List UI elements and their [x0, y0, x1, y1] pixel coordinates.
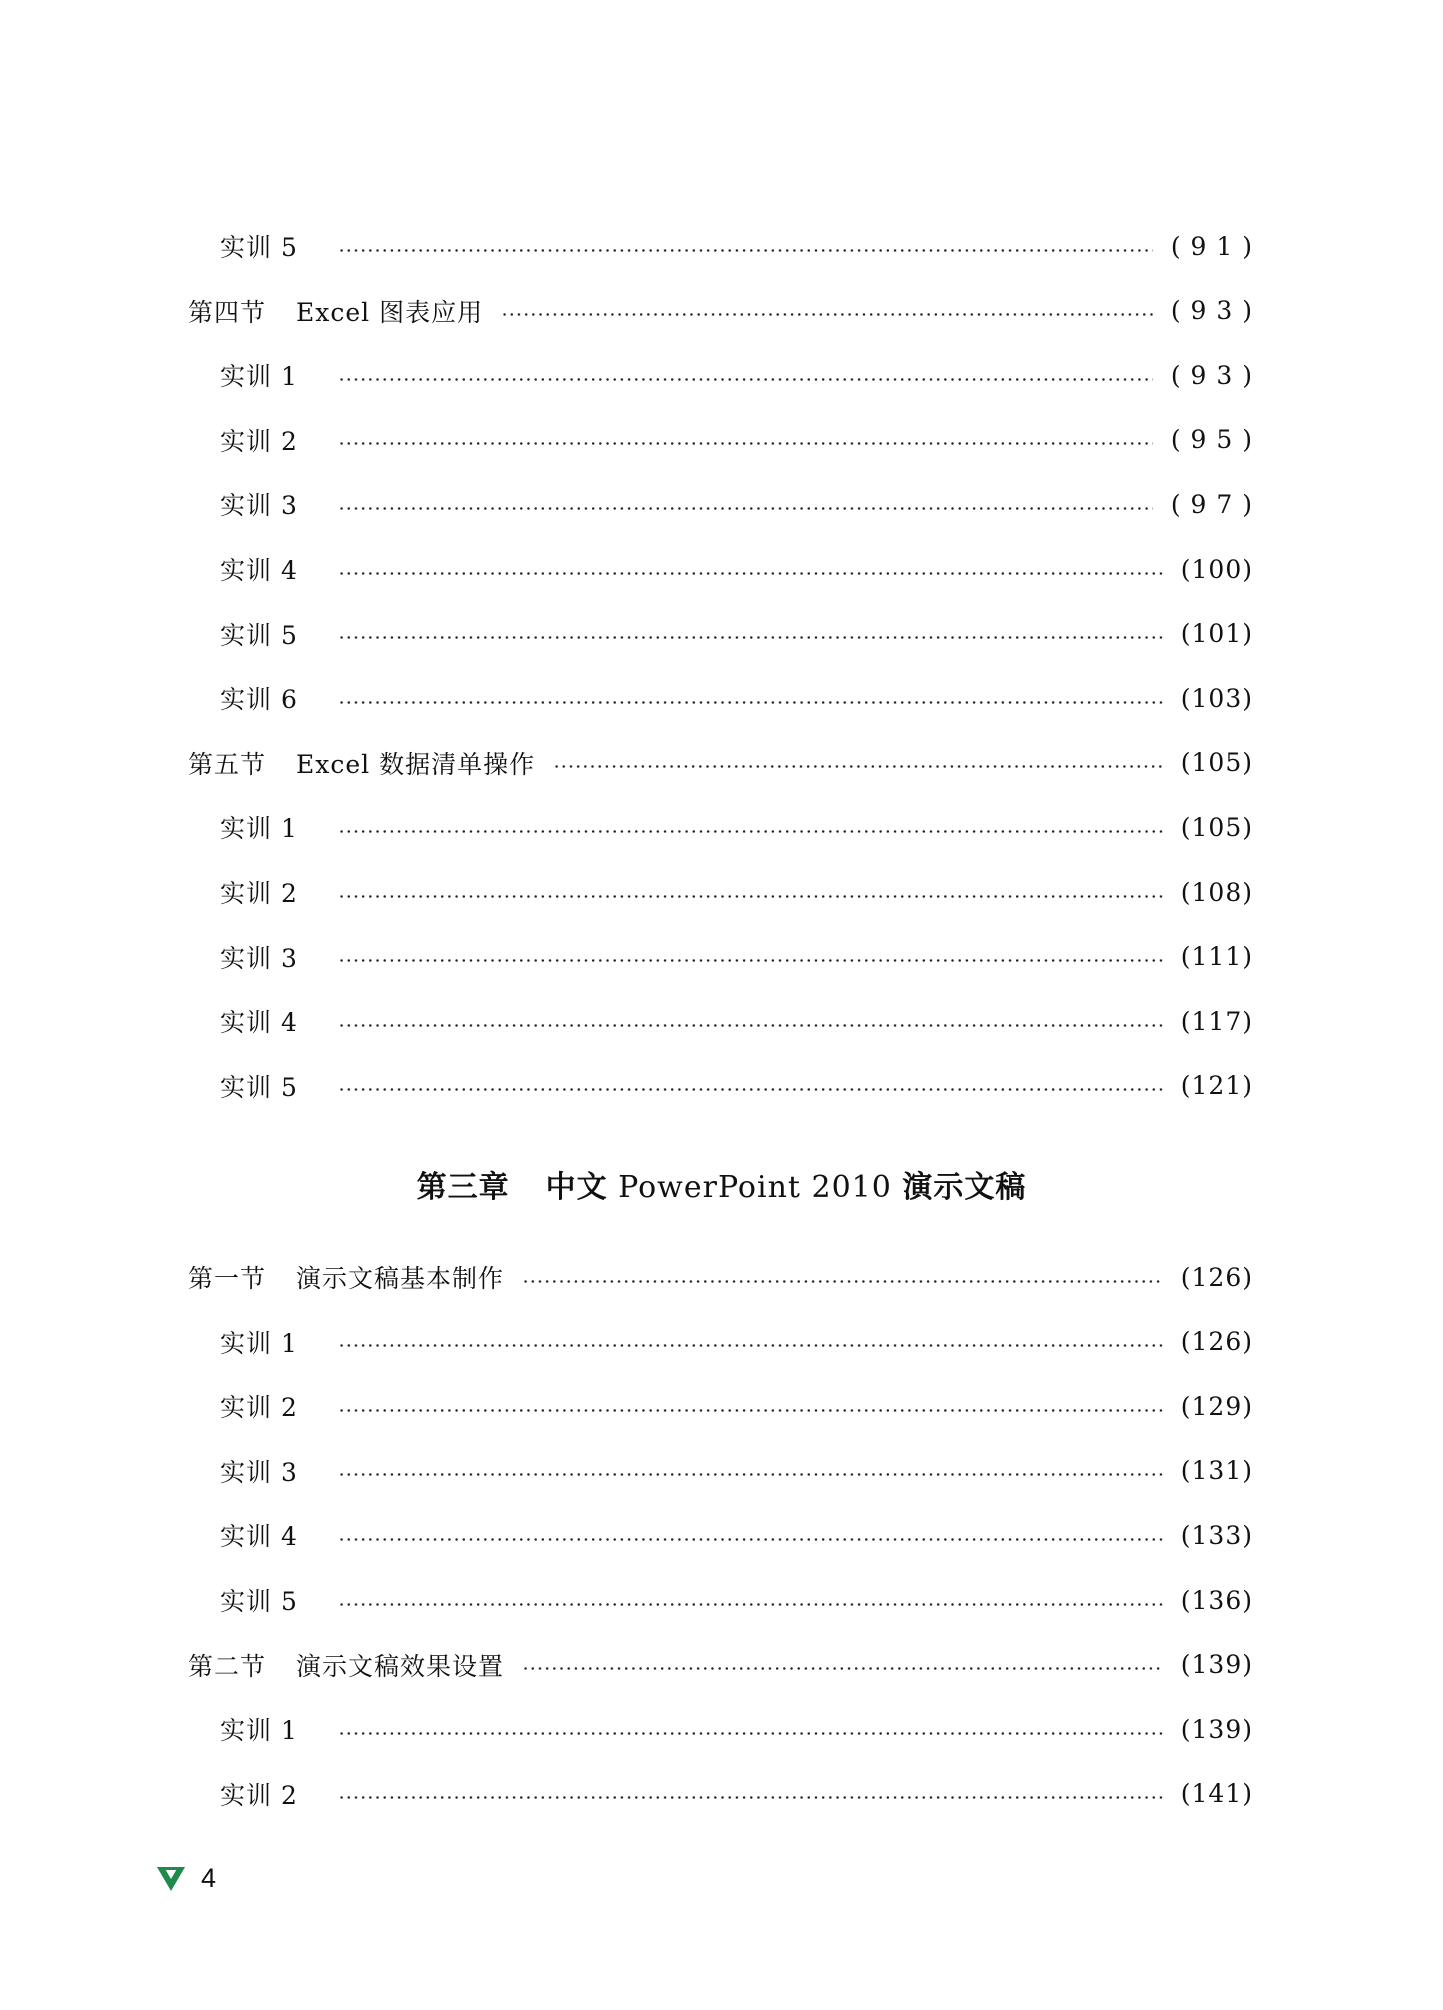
page-ref: (139)	[1180, 1650, 1253, 1680]
page-ref: (126)	[1180, 1327, 1253, 1357]
toc-subentry	[220, 420, 1253, 460]
page-ref: (101)	[1180, 619, 1253, 649]
page-number: 4	[201, 1862, 217, 1893]
toc-subentry	[220, 1515, 1253, 1555]
page-ref: (105)	[1180, 748, 1253, 778]
dot-leader	[501, 313, 1153, 316]
triangle-marker-icon	[155, 1863, 187, 1893]
entry-label: 实训 5	[220, 1587, 298, 1616]
section-number: 第五节	[188, 749, 267, 779]
toc-subentry	[220, 872, 1253, 912]
page-ref: (136)	[1180, 1585, 1253, 1615]
entry-label: 实训 2	[220, 1393, 298, 1423]
entry-label: 实训 1	[220, 1716, 298, 1746]
toc-subentry	[220, 484, 1253, 524]
section-title: 演示文稿基本制作	[296, 1264, 505, 1293]
entry-label: 实训 4	[220, 1522, 298, 1552]
entry-label: 实训 2	[220, 1780, 298, 1810]
section-number: 第一节	[188, 1264, 267, 1293]
dot-leader	[338, 572, 1163, 575]
page-ref: (117)	[1180, 1006, 1253, 1036]
dot-leader	[338, 1409, 1163, 1412]
section-title: Excel 数据清单操作	[296, 749, 536, 779]
section-number: 第四节	[188, 297, 267, 327]
toc-subentry	[220, 355, 1253, 395]
entry-label: 实训 5	[220, 620, 298, 650]
entry-label	[188, 745, 535, 781]
entry-label	[188, 293, 483, 329]
toc-section-entry	[188, 743, 1253, 783]
dot-leader	[338, 1603, 1163, 1606]
dot-leader	[522, 1280, 1163, 1283]
page-ref: (133)	[1180, 1520, 1253, 1550]
entry-label	[188, 1259, 504, 1295]
page-ref: (141)	[1180, 1779, 1253, 1809]
toc-subentry	[220, 678, 1253, 718]
toc-subentry	[220, 1066, 1253, 1106]
dot-leader	[338, 1732, 1163, 1735]
page-ref: ( 9 5 )	[1170, 425, 1253, 455]
dot-leader	[553, 765, 1163, 768]
page-ref: ( 9 3 )	[1170, 360, 1253, 390]
entry-label: 实训 4	[220, 556, 298, 585]
dot-leader	[338, 1796, 1163, 1799]
entry-label: 实训 2	[220, 426, 298, 456]
page-ref: (129)	[1180, 1391, 1253, 1421]
page-ref: (103)	[1180, 683, 1253, 713]
toc-section-entry	[188, 291, 1253, 331]
dot-leader	[338, 1473, 1163, 1476]
toc-subentry	[220, 1451, 1253, 1491]
section-number: 第二节	[188, 1651, 267, 1681]
toc-subentry	[220, 1001, 1253, 1041]
page-footer	[155, 1858, 216, 1898]
entry-label: 实训 2	[220, 879, 298, 908]
toc-section-entry	[188, 1645, 1253, 1685]
chapter-title-en: PowerPoint 2010	[618, 1170, 892, 1205]
page-ref: (100)	[1180, 554, 1253, 584]
toc-subentry	[220, 226, 1253, 266]
entry-label: 实训 1	[220, 362, 298, 392]
toc-subentry	[220, 549, 1253, 589]
entry-label: 实训 3	[220, 491, 298, 521]
dot-leader	[338, 249, 1153, 252]
toc-subentry	[220, 1580, 1253, 1620]
page-ref: (131)	[1180, 1456, 1253, 1486]
page-ref: ( 9 3 )	[1170, 296, 1253, 326]
page-ref: (111)	[1180, 942, 1253, 972]
dot-leader	[338, 1344, 1163, 1347]
dot-leader	[338, 701, 1163, 704]
toc-subentry	[220, 1386, 1253, 1426]
toc-section-entry	[188, 1257, 1253, 1297]
chapter-title-cn1: 中文	[545, 1170, 608, 1205]
dot-leader	[338, 1088, 1163, 1091]
toc-subentry	[220, 1322, 1253, 1362]
dot-leader	[338, 636, 1163, 639]
page-ref: ( 9 7 )	[1170, 489, 1253, 519]
dot-leader	[522, 1667, 1163, 1670]
chapter-title-cn2: 演示文稿	[902, 1170, 1027, 1205]
entry-label: 实训 3	[220, 943, 298, 973]
page-ref: ( 9 1 )	[1170, 231, 1253, 261]
entry-label	[188, 1647, 504, 1683]
section-title: 演示文稿效果设置	[296, 1651, 505, 1681]
entry-label: 实训 6	[220, 685, 298, 715]
entry-label: 实训 1	[220, 1328, 298, 1358]
entry-label: 实训 5	[220, 1072, 298, 1102]
toc-subentry	[220, 937, 1253, 977]
entry-label: 实训 3	[220, 1457, 298, 1487]
entry-label: 实训 4	[220, 1008, 298, 1038]
dot-leader	[338, 1538, 1163, 1541]
toc-subentry	[220, 807, 1253, 847]
dot-leader	[338, 1024, 1163, 1027]
toc-subentry	[220, 1709, 1253, 1749]
toc-subentry	[220, 614, 1253, 654]
entry-label: 实训 1	[220, 814, 298, 844]
page-ref: (121)	[1180, 1071, 1253, 1101]
page-ref: (139)	[1180, 1714, 1253, 1744]
dot-leader	[338, 507, 1153, 510]
entry-label: 实训 5	[220, 233, 298, 262]
dot-leader	[338, 442, 1153, 445]
page-ref: (105)	[1180, 812, 1253, 842]
chapter-number: 第三章	[416, 1170, 510, 1205]
dot-leader	[338, 378, 1153, 381]
chapter-heading	[0, 1162, 1443, 1212]
section-title: Excel 图表应用	[296, 297, 484, 327]
toc-subentry	[220, 1774, 1253, 1814]
page-ref: (126)	[1180, 1262, 1253, 1292]
page-ref: (108)	[1180, 877, 1253, 907]
dot-leader	[338, 895, 1163, 898]
dot-leader	[338, 959, 1163, 962]
dot-leader	[338, 830, 1163, 833]
